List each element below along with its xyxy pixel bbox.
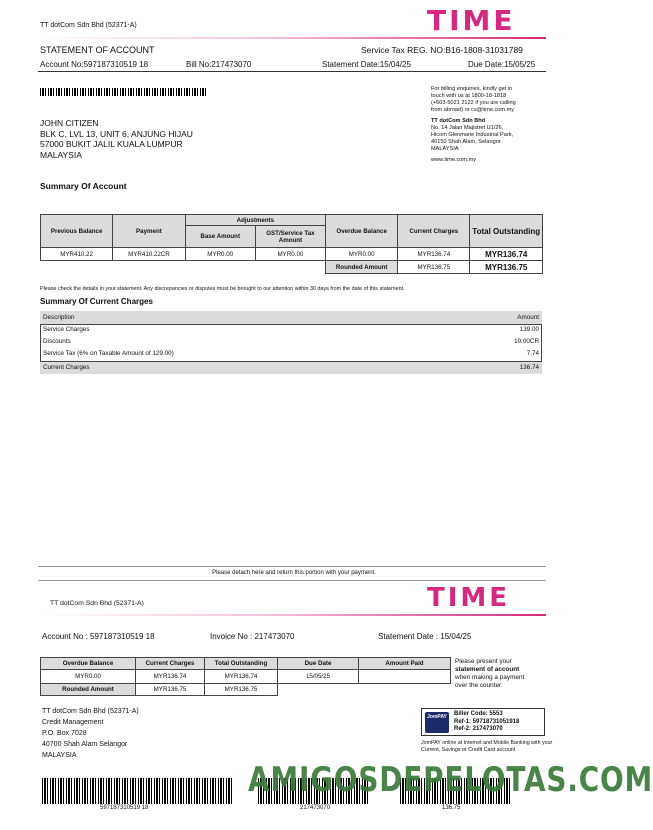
slip-col-due: Due Date [278,658,359,670]
dispute-notice: Please check the details in your statement. Any discrepancies or disputes must be brought to our attention within 30 days from the date of this statement. [40,286,405,292]
contact-line: from abroad) or cs@time.com.my [431,107,515,113]
company-name: TT dotCom Sdn Bhd (52371-A) [40,22,137,29]
present-statement-note [455,658,524,690]
col-overdue-balance: Overdue Balance [326,215,398,248]
slip-account-number: Account No : 597187310519 18 [42,632,155,641]
slip-rounded-label: Rounded Amount [41,684,136,696]
jompay-box [421,708,545,736]
service-tax-reg: Service Tax REG. NO:B16-1808-31031789 [361,45,523,55]
remit-line: MALAYSIA [42,752,77,759]
watermark-text: AMIGOSDEPELOTAS.COM [248,760,653,800]
value-payment: MYR410.22CR [113,248,185,261]
header-rule [38,71,546,72]
customer-barcode [40,88,208,96]
slip-current-value: MYR136.74 [136,670,205,684]
col-base-amount: Base Amount [185,226,255,248]
account-number: Account No:597187310519 18 [40,60,149,69]
charge-amount: 10.00CR [514,338,539,345]
biller-info [454,711,519,734]
charges-heading: Summary Of Current Charges [40,297,153,306]
charge-description: Discounts [43,338,71,345]
biller-code: Biller Code: 5553 [454,711,503,717]
col-previous-balance: Previous Balance [41,215,113,248]
value-overdue-balance: MYR0.00 [326,248,398,261]
detach-line-2 [38,580,546,581]
statement-date: Statement Date:15/04/25 [322,60,411,69]
remit-line: 40700 Shah Alam Selangor [42,741,128,748]
rounded-current-charges: MYR136.75 [398,261,470,274]
table-row [40,348,542,360]
charge-amount: 7.74 [526,350,539,357]
value-gst-amount: MYR0.00 [255,248,325,261]
value-base-amount: MYR0.00 [185,248,255,261]
contact-line: For billing enquiries, kindly get in [431,86,513,92]
contact-address: No. 14 Jalan Majistret U1/26, [431,125,504,131]
ref-1: Ref-1: 59718731051918 [454,718,520,725]
address-line-2: 57000 BUKIT JALIL KUALA LUMPUR [40,139,183,149]
customer-address [40,118,193,160]
slip-rounded-total: MYR136.75 [205,684,278,696]
contact-line: (+603-5021 2122 if you are calling [431,100,516,106]
bill-number: Bill No:217473070 [186,60,252,69]
detach-instruction: Please detach here and return this portion with your payment. [212,570,376,576]
slip-divider [38,614,546,616]
summary-table [40,214,543,274]
value-previous-balance: MYR410.22 [41,248,113,261]
charge-description: Service Tax (6% on Taxable Amount of 129.00) [43,350,174,357]
slip-due-value: 15/05/25 [278,670,359,684]
charge-description: Service Charges [43,326,90,333]
contact-address: MALAYSIA [431,146,459,152]
slip-col-current: Current Charges [136,658,205,670]
address-line-1: BLK C, LVL 13, UNIT 6, ANJUNG HIJAU [40,128,193,139]
slip-rounded-current: MYR136.75 [136,684,205,696]
jompay-note [421,740,552,754]
charge-amount: 139.00 [519,326,539,333]
note-line: when making a payment [455,674,525,681]
table-row [40,324,542,336]
col-current-charges: Current Charges [398,215,470,248]
remit-line: Credit Management [42,719,104,726]
slip-col-total: Total Outstanding [205,658,278,670]
summary-heading: Summary Of Account [40,181,127,191]
col-total-outstanding: Total Outstanding [470,215,543,248]
charges-total-label: Current Charges [43,364,90,371]
col-description: Description [43,314,75,321]
slip-invoice-number: Invoice No : 217473070 [210,632,295,641]
col-gst-amount: GST/Service Tax Amount [255,226,325,248]
contact-address: Hicom Glenmarie Industrial Park, [431,132,514,138]
ref-2: Ref-2: 217473070 [454,726,503,732]
detach-line [38,566,546,567]
note-line: over the counter. [455,682,503,689]
value-current-charges: MYR136.74 [398,248,470,261]
note-line: statement of account [455,666,520,673]
col-amount: Amount [517,314,539,321]
jompay-logo-text: JomPAY [427,714,447,720]
col-payment: Payment [113,215,185,248]
slip-amount-paid-field[interactable] [359,670,451,684]
address-line-3: MALAYSIA [40,149,82,160]
jompay-note-line: JomPAY online at Internet and Mobile Banking with your [421,740,553,746]
statement-title: STATEMENT OF ACCOUNT [40,45,155,55]
time-logo: TIME [427,4,516,37]
slip-total-value: MYR136.74 [205,670,278,684]
table-row [40,336,542,348]
account-barcode-text: 597187310519 18 [100,805,149,811]
customer-name: JOHN CITIZEN [40,118,99,128]
website-link[interactable]: www.time.com.my [431,157,477,163]
due-date: Due Date:15/05/25 [468,60,536,69]
account-barcode [42,778,232,804]
slip-table [40,657,451,696]
slip-col-paid: Amount Paid [359,658,451,670]
col-adjustments: Adjustments [185,215,325,226]
contact-info [431,86,516,164]
charges-total-amount: 136.74 [519,364,539,371]
jompay-note-line: Current, Savings or Credit Card account [421,747,516,753]
value-total-outstanding: MYR136.74 [470,248,543,261]
remittance-address [42,706,139,761]
slip-overdue-value: MYR0.00 [41,670,136,684]
jompay-logo [425,712,449,733]
amount-barcode-text: 136.75 [442,805,461,811]
header-divider [38,37,546,39]
note-line: Please present your [455,658,512,665]
remit-line: P.O. Box 7028 [42,730,87,737]
charges-header-row [40,311,542,325]
invoice-barcode-text: 217473070 [300,805,331,811]
slip-statement-date: Statement Date : 15/04/25 [378,632,472,641]
contact-address: 40150 Shah Alam, Selangor [431,139,501,145]
rounded-amount-label: Rounded Amount [326,261,398,274]
contact-company: TT dotCom Sdn Bhd [431,118,486,124]
contact-line: touch with us at 1800-18-1818 [431,93,507,99]
slip-col-overdue: Overdue Balance [41,658,136,670]
slip-company: TT dotCom Sdn Bhd (52371-A) [50,600,144,607]
slip-time-logo: TIME [427,583,511,613]
charges-total-row [40,361,542,374]
remit-line: TT dotCom Sdn Bhd (52371-A) [42,708,139,715]
rounded-total-outstanding: MYR136.75 [470,261,543,274]
